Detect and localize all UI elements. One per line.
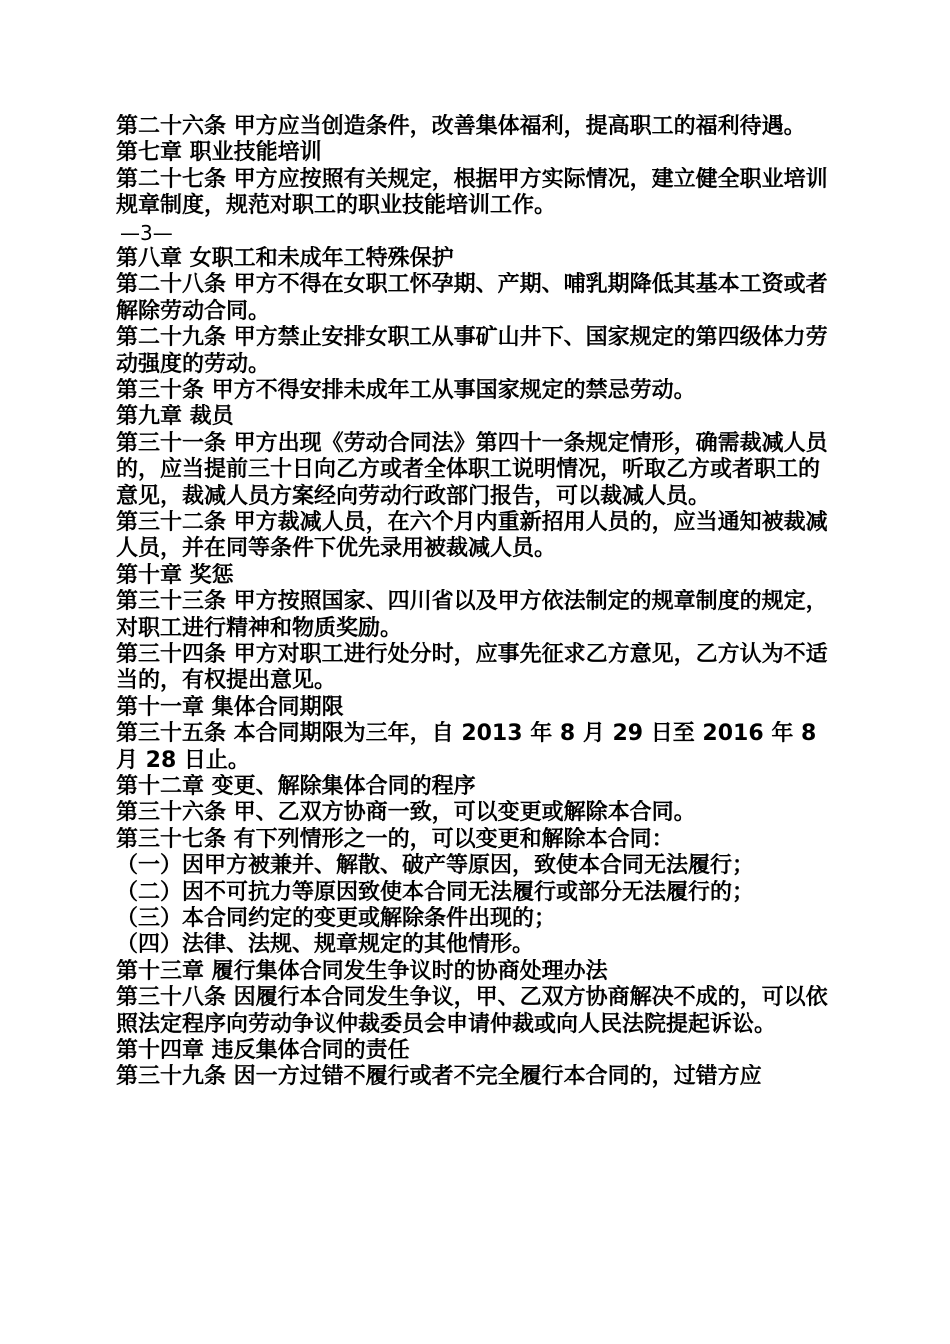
- chapter-11-heading: 第十一章 集体合同期限: [116, 694, 344, 720]
- chapter-14-heading: 第十四章 违反集体合同的责任: [116, 1037, 410, 1063]
- article-37-item-2: （二）因不可抗力等原因致使本合同无法履行或部分无法履行的；: [116, 879, 755, 905]
- article-34: 第三十四条 甲方对职工进行处分时，应事先征求乙方意见，乙方认为不适当的，有权提出意见。: [116, 642, 828, 694]
- chapter-10-heading: 第十章 奖惩: [116, 562, 234, 588]
- article-35: 第三十五条 本合同期限为三年，自 2013 年 8 月 29 日至 2016 年 8 月 28 日止。: [116, 721, 817, 773]
- article-26: 第二十六条 甲方应当创造条件，改善集体福利，提高职工的福利待遇。: [116, 114, 806, 139]
- page-number: —3—: [120, 220, 173, 245]
- chapter-9-heading: 第九章 裁员: [116, 404, 234, 430]
- article-38: 第三十八条 因履行本合同发生争议，甲、乙双方协商解决不成的，可以依照法定程序向劳动争议仲裁委员会申请仲裁或向人民法院提起诉讼。: [116, 985, 828, 1037]
- chapter-13-heading: 第十三章 履行集体合同发生争议时的协商处理办法: [116, 958, 608, 984]
- article-28: 第二十八条 甲方不得在女职工怀孕期、产期、哺乳期降低其基本工资或者解除劳动合同。: [116, 272, 828, 324]
- article-37-item-3: （三）本合同约定的变更或解除条件出现的；: [116, 906, 557, 931]
- page-number-marker: [116, 220, 838, 246]
- article-27: 第二十七条 甲方应按照有关规定，根据甲方实际情况，建立健全职业培训规章制度，规范对职工的职业技能培训工作。: [116, 166, 828, 219]
- article-37: 第三十七条 有下列情形之一的，可以变更和解除本合同：: [116, 826, 674, 852]
- article-37-item-1: （一）因甲方被兼并、解散、破产等原因，致使本合同无法履行；: [116, 853, 755, 879]
- article-36: 第三十六条 甲、乙双方协商一致，可以变更或解除本合同。: [116, 800, 696, 826]
- chapter-12-heading: 第十二章 变更、解除集体合同的程序: [116, 774, 476, 800]
- article-37-item-4: （四）法律、法规、规章规定的其他情形。: [116, 932, 535, 958]
- article-32: 第三十二条 甲方裁减人员，在六个月内重新招用人员的，应当通知被裁减人员，并在同等条件下优先录用被裁减人员。: [116, 510, 828, 562]
- article-30: 第三十条 甲方不得安排未成年工从事国家规定的禁忌劳动。: [116, 378, 696, 404]
- article-39: 第三十九条 因一方过错不履行或者不完全履行本合同的，过错方应: [116, 1064, 762, 1090]
- document-page: [116, 114, 838, 1091]
- chapter-8-heading: 第八章 女职工和未成年工特殊保护: [116, 246, 454, 271]
- article-31: 第三十一条 甲方出现《劳动合同法》第四十一条规定情形，确需裁减人员的，应当提前三十日向乙方或者全体职工说明情况，听取乙方或者职工的意见，裁减人员方案经向劳动行政部门报告，可以裁减人员。: [116, 430, 828, 509]
- article-33: 第三十三条 甲方按照国家、四川省以及甲方依法制定的规章制度的规定，对职工进行精神和物质奖励。: [116, 589, 828, 641]
- chapter-7-heading: 第七章 职业技能培训: [116, 140, 322, 166]
- article-29: 第二十九条 甲方禁止安排女职工从事矿山井下、国家规定的第四级体力劳动强度的劳动。: [116, 325, 828, 377]
